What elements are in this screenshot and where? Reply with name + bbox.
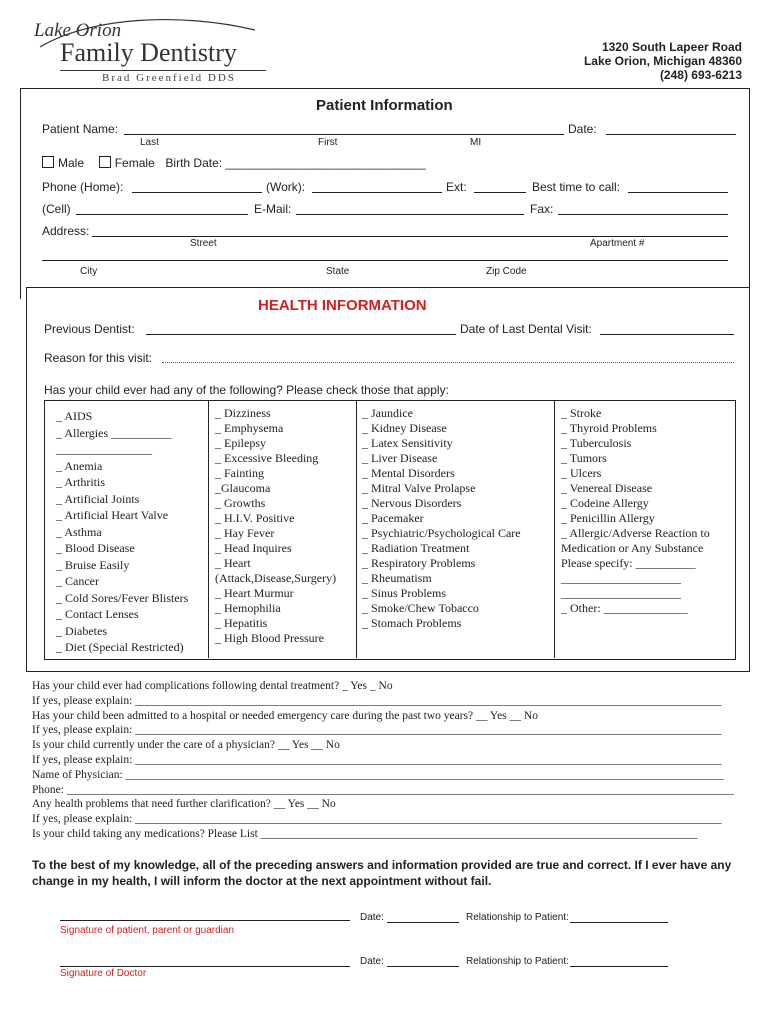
condition-item[interactable]: _ Bruise Easily bbox=[56, 557, 130, 572]
condition-item[interactable]: _ Nervous Disorders bbox=[362, 496, 462, 510]
followup-question[interactable]: If yes, please explain: ______________________________________________________________________________________________________ bbox=[32, 753, 722, 766]
followup-question[interactable]: Is your child currently under the care of a physician? __ Yes __ No bbox=[32, 739, 340, 752]
cell-label: (Cell) bbox=[42, 202, 71, 216]
condition-item[interactable]: _ Smoke/Chew Tobacco bbox=[362, 601, 479, 615]
doctor-signature-field[interactable] bbox=[60, 966, 350, 967]
work-field[interactable] bbox=[312, 192, 442, 193]
sub-state: State bbox=[326, 266, 350, 277]
followup-question[interactable]: Any health problems that need further clarification? __ Yes __ No bbox=[32, 798, 336, 811]
address-city: Lake Orion, Michigan 48360 bbox=[583, 54, 742, 68]
condition-item[interactable]: ____________________ bbox=[561, 586, 681, 600]
patient-signature-field[interactable] bbox=[60, 920, 350, 921]
condition-item[interactable]: _ Allergies __________ bbox=[56, 425, 172, 440]
sub-apt: Apartment # bbox=[590, 238, 645, 249]
condition-item[interactable]: _ Mental Disorders bbox=[362, 466, 455, 480]
birth-date-field[interactable]: Birth Date: ______________________________ bbox=[165, 156, 426, 170]
condition-item[interactable]: _ Thyroid Problems bbox=[561, 421, 657, 435]
condition-item[interactable]: _ Stroke bbox=[561, 406, 602, 420]
logo-title: Family Dentistry bbox=[60, 38, 237, 67]
condition-item[interactable]: _ Other: ______________ bbox=[561, 601, 688, 615]
declaration-text: To the best of my knowledge, all of the preceding answers and information provided are true and correct. If I ever have any change in my health, I will inform the doctor at the next appointment without fail. bbox=[32, 858, 732, 888]
last-visit-field[interactable] bbox=[600, 334, 734, 335]
last-visit-label: Date of Last Dental Visit: bbox=[460, 322, 592, 336]
condition-item[interactable]: _ Hay Fever bbox=[215, 526, 275, 540]
date-field[interactable] bbox=[606, 134, 736, 135]
condition-item[interactable]: _ Heart bbox=[215, 556, 251, 570]
patient-relationship-label: Relationship to Patient: bbox=[466, 912, 569, 923]
ext-label: Ext: bbox=[446, 180, 467, 194]
address-label: Address: bbox=[42, 224, 90, 238]
best-time-label: Best time to call: bbox=[532, 180, 621, 194]
female-checkbox[interactable] bbox=[99, 156, 111, 168]
fax-label: Fax: bbox=[530, 202, 554, 216]
condition-item[interactable]: _ Fainting bbox=[215, 466, 265, 480]
condition-item[interactable]: _ Cancer bbox=[56, 574, 99, 588]
doctor-relationship-field[interactable] bbox=[570, 966, 668, 967]
condition-item[interactable]: _ Arthritis bbox=[56, 475, 106, 489]
email-label: E-Mail: bbox=[254, 202, 292, 216]
phone-home-label: Phone (Home): bbox=[42, 180, 124, 194]
condition-item[interactable]: ____________________ bbox=[561, 571, 681, 585]
patient-info-box bbox=[20, 88, 750, 299]
condition-item[interactable]: _ Blood Disease bbox=[56, 541, 135, 555]
condition-item[interactable]: Medication or Any Substance bbox=[561, 541, 704, 555]
conditions-col-2 bbox=[215, 406, 336, 646]
condition-item[interactable]: _ Ulcers bbox=[561, 466, 602, 480]
sub-zip: Zip Code bbox=[486, 266, 527, 277]
sub-mi: MI bbox=[470, 137, 482, 148]
condition-item[interactable]: _Glaucoma bbox=[215, 481, 271, 495]
conditions-col-3 bbox=[362, 406, 521, 631]
conditions-col-1 bbox=[56, 408, 188, 656]
sub-city: City bbox=[80, 266, 98, 277]
condition-item[interactable]: _ Artificial Heart Valve bbox=[56, 508, 169, 522]
sub-last: Last bbox=[140, 137, 159, 148]
condition-item[interactable]: _ Epilepsy bbox=[215, 436, 266, 450]
condition-item[interactable]: _ H.I.V. Positive bbox=[215, 511, 295, 525]
patient-name-field[interactable] bbox=[124, 134, 564, 135]
logo bbox=[30, 12, 270, 88]
condition-item[interactable]: _ Artificial Joints bbox=[56, 491, 140, 506]
condition-item[interactable]: _ Rheumatism bbox=[362, 571, 432, 585]
health-info-title: HEALTH INFORMATION bbox=[258, 297, 427, 314]
patient-relationship-field[interactable] bbox=[570, 922, 668, 923]
patient-name-label: Patient Name: bbox=[42, 122, 119, 136]
condition-item[interactable]: _ Cold Sores/Fever Blisters bbox=[56, 590, 189, 605]
condition-item[interactable]: _ Dizziness bbox=[215, 406, 271, 420]
doctor-date-field[interactable] bbox=[387, 966, 459, 967]
condition-item[interactable]: _ Anemia bbox=[56, 458, 103, 473]
street-field[interactable] bbox=[92, 236, 728, 237]
condition-item[interactable]: _ Jaundice bbox=[362, 406, 413, 420]
reason-field[interactable] bbox=[162, 362, 734, 363]
followup-question[interactable]: Has your child been admitted to a hospital or needed emergency care during the past two years? __ Yes __ No bbox=[32, 709, 538, 722]
followup-question[interactable]: Is your child taking any medications? Please List ____________________________________________________________________________ bbox=[32, 827, 698, 840]
patient-signature-caption: Signature of patient, parent or guardian bbox=[60, 925, 235, 936]
practice-address bbox=[584, 40, 742, 82]
work-label: (Work): bbox=[266, 180, 306, 194]
address-phone: (248) 693-6213 bbox=[659, 68, 742, 82]
condition-item[interactable]: _ Kidney Disease bbox=[362, 421, 447, 435]
condition-item[interactable]: _ Stomach Problems bbox=[362, 616, 462, 630]
previous-dentist-label: Previous Dentist: bbox=[44, 322, 135, 336]
doctor-date-label: Date: bbox=[360, 956, 384, 967]
reason-label: Reason for this visit: bbox=[44, 351, 153, 365]
condition-item[interactable]: _ Heart Murmur bbox=[215, 586, 294, 600]
city-state-zip-field[interactable] bbox=[42, 260, 728, 261]
condition-item[interactable]: _ Mitral Valve Prolapse bbox=[362, 481, 476, 495]
condition-item[interactable]: _ High Blood Pressure bbox=[215, 631, 324, 645]
sub-first: First bbox=[318, 137, 338, 148]
condition-item[interactable]: _ Radiation Treatment bbox=[362, 541, 470, 555]
condition-item[interactable]: _ Excessive Bleeding bbox=[215, 451, 319, 465]
condition-item[interactable]: Please specify: __________ bbox=[561, 556, 696, 570]
ext-field[interactable] bbox=[474, 192, 526, 193]
phone-home-field[interactable] bbox=[132, 192, 262, 193]
condition-item[interactable]: _ Venereal Disease bbox=[561, 481, 653, 495]
condition-item[interactable]: _ Contact Lenses bbox=[56, 607, 139, 621]
male-checkbox[interactable] bbox=[42, 156, 54, 168]
patient-date-field[interactable] bbox=[387, 922, 459, 923]
sub-street: Street bbox=[190, 238, 217, 249]
logo-subtitle: Brad Greenfield DDS bbox=[102, 72, 236, 84]
logo-script: Lake Orion bbox=[34, 20, 122, 41]
condition-item[interactable]: _ Sinus Problems bbox=[362, 586, 447, 600]
condition-item[interactable]: _ Diabetes bbox=[56, 623, 107, 638]
doctor-relationship-label: Relationship to Patient: bbox=[466, 956, 569, 967]
condition-item[interactable]: ________________ bbox=[56, 442, 152, 456]
doctor-signature-caption: Signature of Doctor bbox=[60, 968, 147, 979]
followup-questions bbox=[32, 679, 738, 842]
best-time-field[interactable] bbox=[628, 192, 728, 193]
followup-question[interactable]: If yes, please explain: ______________________________________________________________________________________________________ bbox=[32, 813, 722, 826]
conditions-question: Has your child ever had any of the following? Please check those that apply: bbox=[44, 383, 449, 397]
followup-question[interactable]: Name of Physician: ________________________________________________________________________________________________________ bbox=[32, 768, 724, 781]
condition-item[interactable]: _ Hemophilia bbox=[215, 601, 281, 615]
condition-item[interactable]: (Attack,Disease,Surgery) bbox=[215, 571, 337, 585]
condition-item[interactable]: _ Liver Disease bbox=[362, 451, 438, 465]
condition-item[interactable]: _ Latex Sensitivity bbox=[362, 436, 453, 450]
conditions-col-4 bbox=[561, 406, 710, 616]
condition-item[interactable]: _ Diet (Special Restricted) bbox=[56, 640, 184, 654]
condition-item[interactable]: _ AIDS bbox=[56, 409, 93, 423]
condition-item[interactable]: _ Head Inquires bbox=[215, 541, 292, 555]
female-label: Female bbox=[114, 156, 155, 170]
followup-question[interactable]: If yes, please explain: ______________________________________________________________________________________________________ bbox=[32, 694, 722, 707]
condition-item[interactable]: _ Pacemaker bbox=[362, 511, 424, 525]
condition-item[interactable]: _ Emphysema bbox=[215, 421, 284, 435]
patient-date-label: Date: bbox=[360, 912, 384, 923]
condition-item[interactable]: _ Psychiatric/Psychological Care bbox=[362, 526, 521, 540]
condition-item[interactable]: _ Penicillin Allergy bbox=[561, 511, 655, 525]
fax-field[interactable] bbox=[558, 214, 728, 215]
condition-item[interactable]: _ Growths bbox=[215, 496, 266, 510]
patient-info-title: Patient Information bbox=[316, 97, 453, 114]
condition-item[interactable]: _ Hepatitis bbox=[215, 616, 268, 630]
previous-dentist-field[interactable] bbox=[146, 334, 456, 335]
followup-question[interactable]: Has your child ever had complications following dental treatment? _ Yes _ No bbox=[32, 680, 393, 692]
cell-field[interactable] bbox=[76, 214, 248, 215]
condition-item[interactable]: _ Allergic/Adverse Reaction to bbox=[561, 526, 710, 540]
followup-question[interactable]: Phone: ____________________________________________________________________________________________________________________ bbox=[32, 783, 734, 796]
condition-item[interactable]: _ Codeine Allergy bbox=[561, 496, 649, 510]
male-label: Male bbox=[58, 156, 85, 170]
condition-item[interactable]: _ Asthma bbox=[56, 524, 102, 539]
condition-item[interactable]: _ Tuberculosis bbox=[561, 436, 632, 450]
email-field[interactable] bbox=[296, 214, 524, 215]
address-street: 1320 South Lapeer Road bbox=[601, 40, 742, 54]
condition-item[interactable]: _ Respiratory Problems bbox=[362, 556, 476, 570]
gender-row bbox=[42, 156, 426, 170]
date-label: Date: bbox=[568, 122, 597, 136]
condition-item[interactable]: _ Tumors bbox=[561, 451, 607, 465]
followup-question[interactable]: If yes, please explain: ______________________________________________________________________________________________________ bbox=[32, 724, 722, 737]
